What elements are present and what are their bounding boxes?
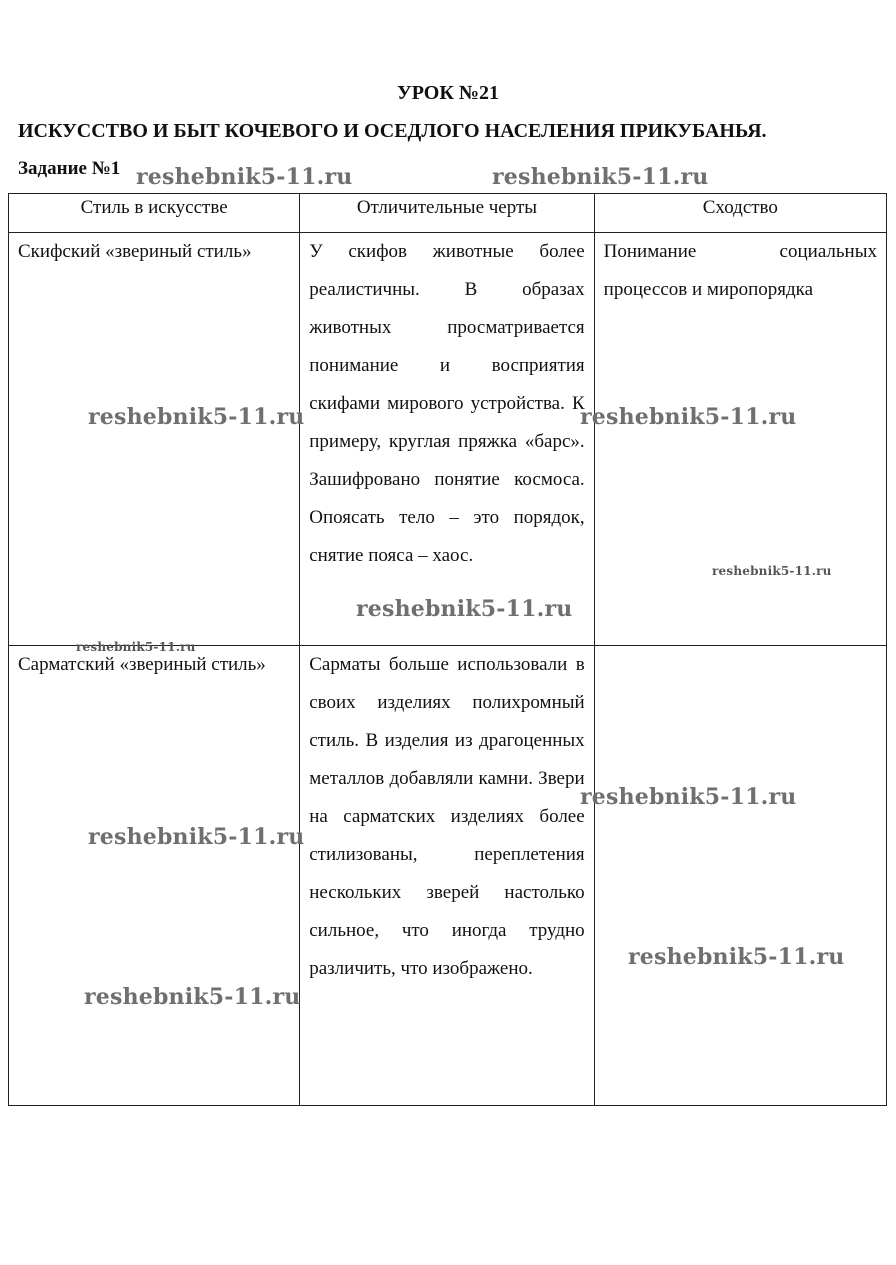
watermark-text: reshebnik5-11.ru (712, 564, 832, 578)
lesson-number: УРОК №21 (397, 82, 499, 104)
table-header-row (9, 194, 887, 233)
watermark-text: reshebnik5-11.ru (580, 784, 797, 810)
column-header-features: Отличительные черты (300, 194, 594, 233)
watermark-text: reshebnik5-11.ru (76, 640, 196, 654)
cell-similarity: Понимание социальных процессов и миропорядка (594, 233, 886, 646)
table-row (9, 233, 887, 646)
watermark-text: reshebnik5-11.ru (356, 596, 573, 622)
watermark-text: reshebnik5-11.ru (580, 404, 797, 430)
cell-features: У скифов животные более реалистичны. В образах животных просматривается понимание и восприятия скифами мирового устройства. К примеру, круглая пряжка «барс». Зашифровано понятие космоса. Опоясать тело – это порядок, снятие пояса – хаос. (300, 233, 594, 646)
comparison-table (8, 193, 887, 1106)
column-header-style: Стиль в искусстве (9, 194, 300, 233)
cell-style: Скифский «звериный стиль» (9, 233, 300, 646)
task-label: Задание №1 (18, 158, 121, 179)
cell-features: Сарматы больше использовали в своих изделиях полихромный стиль. В изделия из драгоценных металлов добавляли камни. Звери на сарматских изделиях более стилизованы, переплетения нескольких зверей настолько сильное, что иногда трудно различить, что изображено. (300, 646, 594, 1106)
watermark-text: reshebnik5-11.ru (492, 164, 709, 190)
watermark-text: reshebnik5-11.ru (84, 984, 301, 1010)
watermark-text: reshebnik5-11.ru (88, 824, 305, 850)
watermark-text: reshebnik5-11.ru (88, 404, 305, 430)
table-row (9, 646, 887, 1106)
cell-similarity (594, 646, 886, 1106)
watermark-text: reshebnik5-11.ru (628, 944, 845, 970)
watermark-text: reshebnik5-11.ru (136, 164, 353, 190)
lesson-topic: ИСКУССТВО И БЫТ КОЧЕВОГО И ОСЕДЛОГО НАСЕЛЕНИЯ ПРИКУБАНЬЯ. (18, 120, 767, 142)
column-header-similarity: Сходство (594, 194, 886, 233)
cell-style: Сарматский «звериный стиль» (9, 646, 300, 1106)
